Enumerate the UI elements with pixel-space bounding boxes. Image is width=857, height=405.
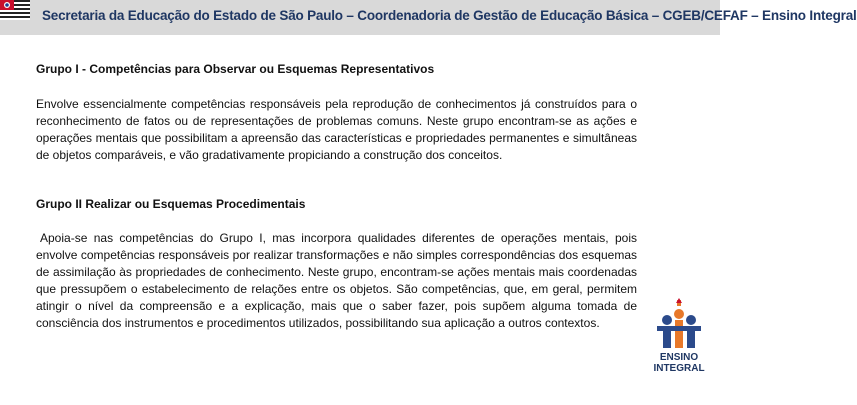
section-heading-grupo-2: Grupo II Realizar ou Esquemas Procedimentais	[36, 197, 306, 211]
header-bar	[0, 0, 857, 35]
sao-paulo-flag-icon	[0, 0, 30, 20]
logo-text-line2: INTEGRAL	[653, 363, 705, 374]
logo-text	[645, 352, 713, 374]
section-body-grupo-1: Envolve essencialmente competências responsáveis pela reprodução de conhecimentos já construídos para o reconhecimento de fatos ou de representações de problemas comuns. Neste grupo encontram-se as ações e operações mentais que possibilitam a apreensão das características e propriedades permanentes e simultâneas de objetos comparáveis, e vão gradativamente propiciando a construção dos conceitos.	[36, 97, 637, 162]
section-body-grupo-2: Apoia-se nas competências do Grupo I, mas incorpora qualidades diferentes de operações mentais, pois envolve competências responsáveis por realizar transformações e não simples correspondências dos esquemas de assimilação às propriedades de conhecimento. Neste grupo, encontram-se ações mentais mais coordenadas que pressupõem o estabelecimento de relações entre os objetos. São competências, que, em geral, permitem atingir o nível da compreensão e a explicação, mais que o saber fazer, pois supõem alguma tomada de consciência dos instrumentos e procedimentos utilizados, possibilitando sua aplicação a outros contextos.	[36, 231, 637, 330]
header-title: Secretaria da Educação do Estado de São Paulo – Coordenadoria de Gestão de Educação Básica – CGEB/CEFAF – Ensino Integral	[42, 8, 857, 23]
logo-text-line1: ENSINO	[659, 352, 699, 363]
section-heading-grupo-1: Grupo I - Competências para Observar ou Esquemas Representativos	[36, 62, 435, 76]
